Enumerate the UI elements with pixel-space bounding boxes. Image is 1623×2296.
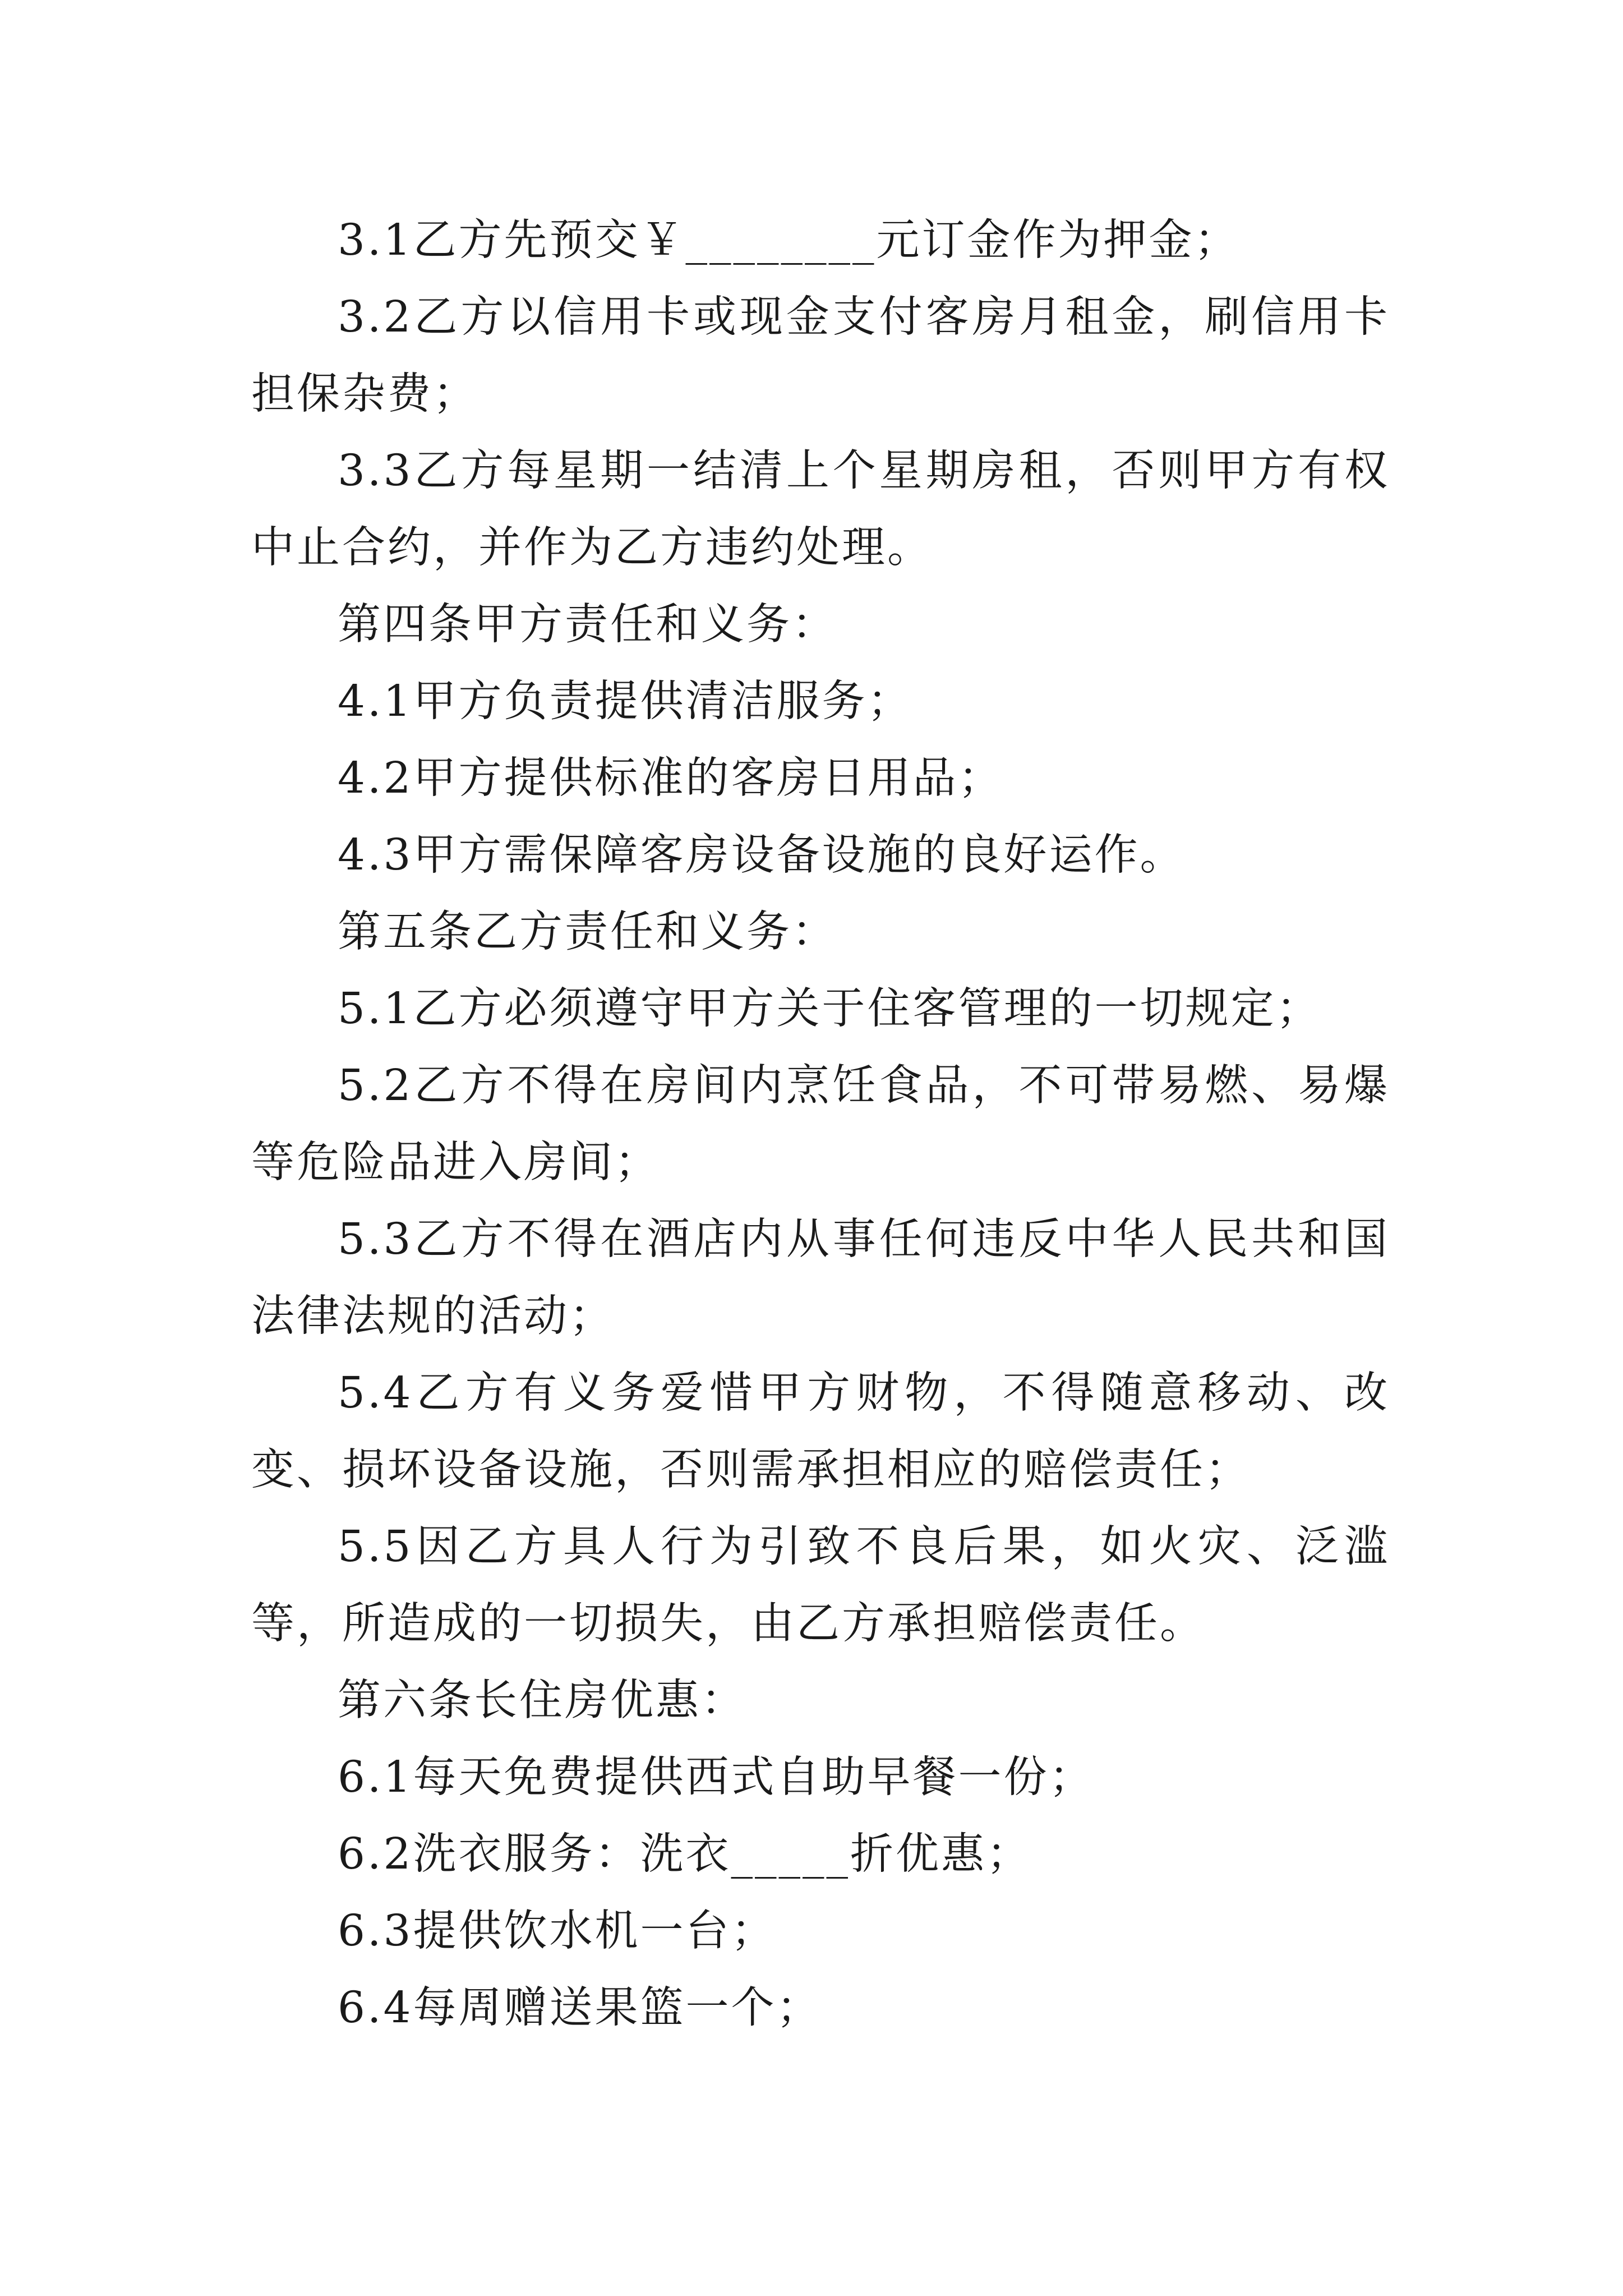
- clause-6-3: 6.3提供饮水机一台；: [338, 1906, 777, 1956]
- clause-5-3: 5.3乙方不得在酒店内从事任何违反中华人民共和国法律法规的活动；: [251, 1214, 1390, 1341]
- clause-5-5: 5.5因乙方具人行为引致不良后果，如火灾、泛滥等，所造成的一切损失，由乙方承担赔偿责任。: [251, 1522, 1390, 1649]
- clause-6-2: 6.2洗衣服务：洗衣_____折优惠；: [338, 1829, 1032, 1879]
- article-5-heading: 第五条乙方责任和义务：: [338, 907, 837, 957]
- clause-6-4: 6.4每周赠送果篮一个；: [338, 1983, 822, 2033]
- clause-4-3: 4.3甲方需保障客房设备设施的良好运作。: [338, 830, 1186, 880]
- clause-3-2: 3.2乙方以信用卡或现金支付客房月租金，刷信用卡担保杂费；: [251, 292, 1390, 419]
- clause-3-3: 3.3乙方每星期一结清上个星期房租，否则甲方有权中止合约，并作为乙方违约处理。: [251, 446, 1390, 573]
- clause-4-1: 4.1甲方负责提供清洁服务；: [338, 677, 913, 726]
- clause-3-1: 3.1乙方先预交￥________元订金作为押金；: [338, 215, 1240, 265]
- document-body: [251, 202, 1390, 2046]
- clause-4-2: 4.2甲方提供标准的客房日用品；: [338, 753, 1004, 803]
- clause-5-1: 5.1乙方必须遵守甲方关于住客管理的一切规定；: [338, 984, 1322, 1034]
- clause-5-4: 5.4乙方有义务爱惜甲方财物，不得随意移动、改变、损坏设备设施，否则需承担相应的赔偿责任；: [251, 1368, 1390, 1495]
- article-6-heading: 第六条长住房优惠：: [338, 1676, 746, 1726]
- article-4-heading: 第四条甲方责任和义务：: [338, 600, 837, 650]
- clause-6-1: 6.1每天免费提供西式自助早餐一份；: [338, 1752, 1095, 1802]
- clause-5-2: 5.2乙方不得在房间内烹饪食品，不可带易燃、易爆等危险品进入房间；: [251, 1061, 1390, 1188]
